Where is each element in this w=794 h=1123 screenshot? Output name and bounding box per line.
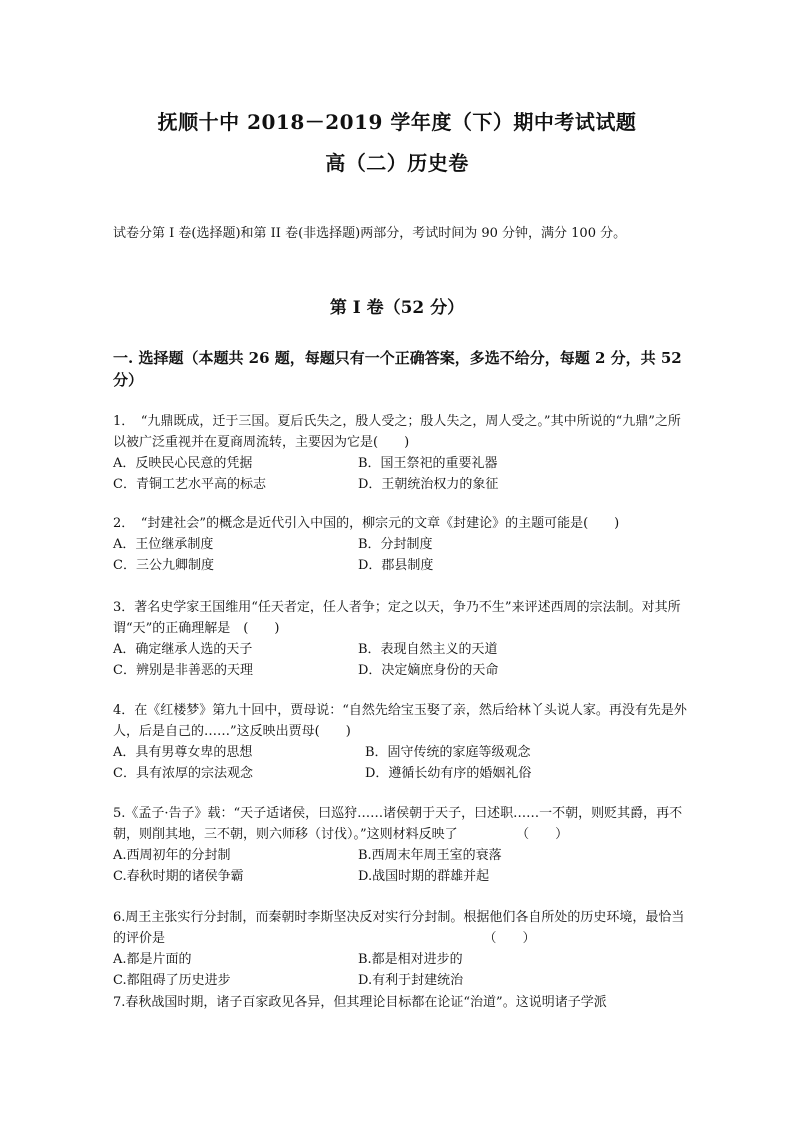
option-c: C.春秋时期的诸侯争霸 [113,869,244,884]
option-c: C.都阻碍了历史进步 [113,973,231,988]
question-stem: 2． “封建社会”的概念是近代引入中国的，柳宗元的文章《封建论》的主题可能是( ) [113,516,620,531]
question-7 [113,992,688,1013]
question-3 [113,597,688,681]
option-c: C．三公九卿制度 [113,558,214,573]
option-a: A．具有男尊女卑的思想 [113,745,253,760]
part-one-title: 第 I 卷（52 分） [329,298,465,318]
option-a: A．王位继承制度 [113,537,214,552]
question-stem: 1． “九鼎既成，迁于三国。夏后氏失之，殷人受之；殷人失之，周人受之。”其中所说的“九鼎”之所以被广泛重视并在夏商周流转，主要因为它是( ) [113,414,681,450]
option-d: D．决定嫡庶身份的天命 [358,663,499,678]
option-a: A．反映民心民意的凭据 [113,456,253,471]
option-b: B．固守传统的家庭等级观念 [365,745,531,760]
question-stem: 6.周王主张实行分封制，而秦朝时李斯坚决反对实行分封制。根据他们各自所处的历史环境，最恰当的评价是 （ ） [113,910,685,946]
section-heading: 一. 选择题（本题共 26 题，每题只有一个正确答案，多选不给分，每题 2 分，共 52 分） [113,349,682,389]
question-stem: 5.《孟子·告子》载：“天子适诸侯，曰巡狩……诸侯朝于天子，曰述职……一不朝，则贬其爵，再不朝，则削其地，三不朝，则六师移（讨伐）。”这则材料反映了 （ ） [113,806,683,842]
question-stem: 4．在《红楼梦》第九十回中，贾母说：“自然先给宝玉娶了亲，然后给林丫头说人家。再没有先是外人，后是自己的……”这反映出贾母( ) [113,703,687,739]
question-stem: 7.春秋战国时期，诸子百家政见各异，但其理论目标都在论证“治道”。这说明诸子学派 [113,995,607,1010]
exam-instructions: 试卷分第 I 卷(选择题)和第 II 卷(非选择题)两部分，考试时间为 90 分钟，满分 100 分。 [113,226,627,241]
question-4 [113,700,688,784]
option-c: C．具有浓厚的宗法观念 [113,766,253,781]
option-c: C．青铜工艺水平高的标志 [113,477,266,492]
question-5 [113,803,688,887]
option-a: A.西周初年的分封制 [113,848,231,863]
option-b: B．分封制度 [358,537,433,552]
option-b: B.西周末年周王室的衰落 [358,848,502,863]
option-b: B.都是相对进步的 [358,952,463,967]
option-d: D．郡县制度 [358,558,434,573]
option-d: D．遵循长幼有序的婚姻礼俗 [365,766,532,781]
question-1 [113,411,688,495]
question-6 [113,907,688,991]
option-c: C．辨别是非善恶的天理 [113,663,253,678]
option-a: A．确定继承人选的天子 [113,642,253,657]
option-a: A.都是片面的 [113,952,192,967]
question-stem: 3．著名史学家王国维用“任天者定，任人者争；定之以天，争乃不生”来评述西周的宗法制。对其所谓“天”的正确理解是 ( ) [113,600,681,636]
exam-subtitle: 高（二）历史卷 [325,151,469,175]
option-d: D.有利于封建统治 [358,973,464,988]
option-b: B．表现自然主义的天道 [358,642,498,657]
option-d: D.战国时期的群雄并起 [358,869,490,884]
exam-title: 抚顺十中 2018－2019 学年度（下）期中考试试题 [157,110,637,134]
option-b: B．国王祭祀的重要礼器 [358,456,498,471]
option-d: D．王朝统治权力的象征 [358,477,499,492]
question-2 [113,513,688,576]
